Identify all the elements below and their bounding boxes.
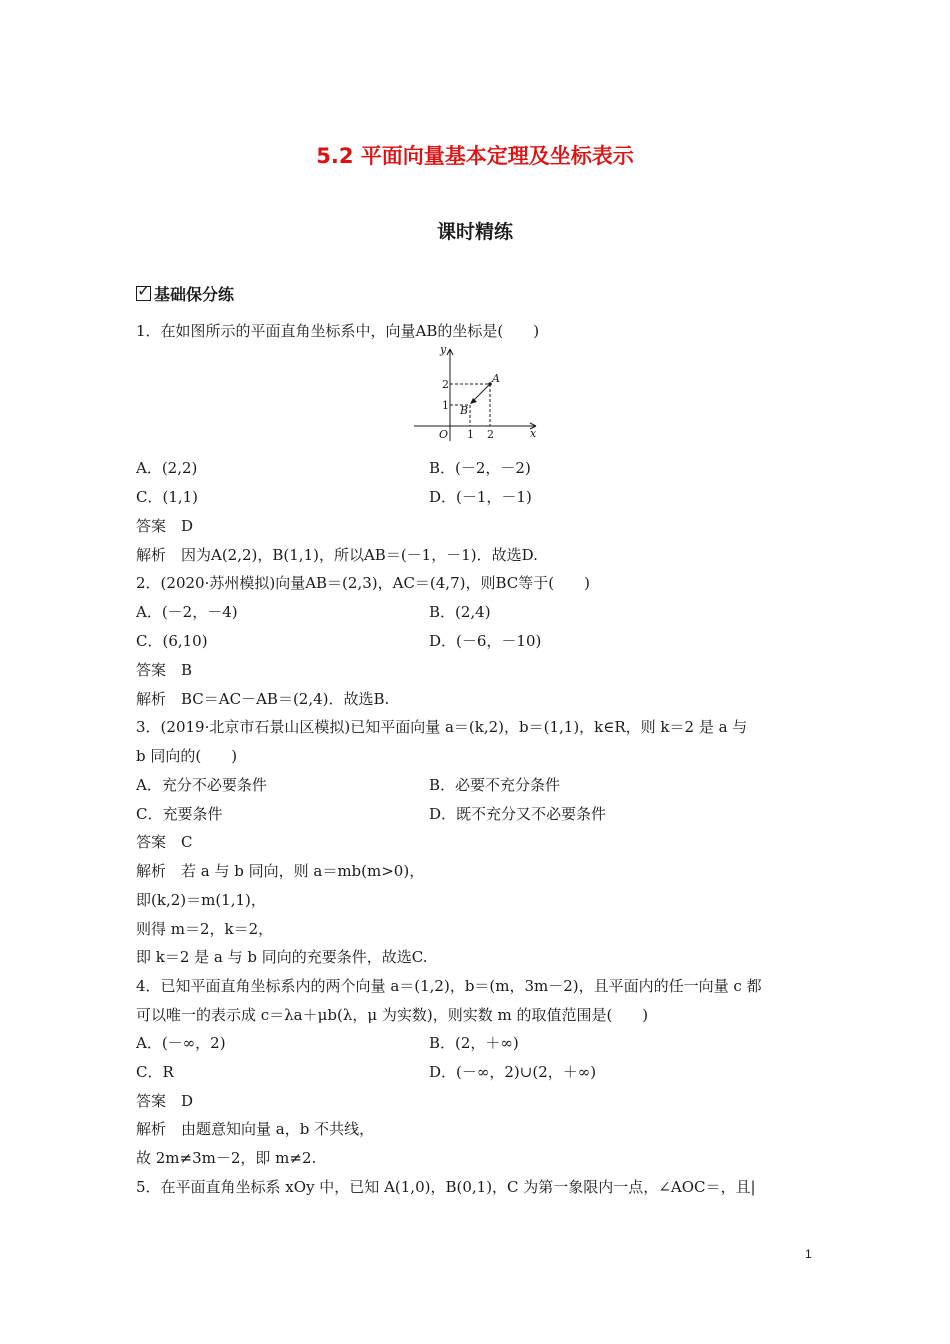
x-tick-2: 2 <box>487 428 494 441</box>
y-label: y <box>440 343 447 356</box>
page-number: 1 <box>805 1247 812 1261</box>
explanation-1: 解析 因为A(2,2)，B(1,1)，所以AB＝(－1，－1)．故选D. <box>136 546 538 564</box>
explanation-3-line2: 即(k,2)＝m(1,1)， <box>136 891 266 909</box>
answer-3: 答案 C <box>136 833 193 851</box>
option-4a: A．(－∞，2) <box>136 1034 226 1052</box>
option-3b: B．必要不充分条件 <box>429 776 561 794</box>
option-2b: B．(2,4) <box>429 603 491 621</box>
y-tick-2: 2 <box>442 378 449 391</box>
vector-arrowhead <box>470 398 477 404</box>
explanation-3-line3: 则得 m＝2，k＝2， <box>136 920 274 938</box>
option-2a: A．(－2，－4) <box>136 603 238 621</box>
question-5: 5．在平面直角坐标系 xOy 中，已知 A(1,0)，B(0,1)，C 为第一象限内一点，∠AOC＝，且| <box>136 1178 756 1196</box>
answer-1: 答案 D <box>136 517 194 535</box>
option-1d: D．(－1，－1) <box>429 488 532 506</box>
page-title: 5.2 平面向量基本定理及坐标表示 <box>316 144 634 168</box>
question-4: 4．已知平面直角坐标系内的两个向量 a＝(1,2)，b＝(m，3m－2)，且平面内的任一向量 c 都 <box>136 977 762 995</box>
option-4b: B．(2，＋∞) <box>429 1034 519 1052</box>
option-4d: D．(－∞，2)∪(2，＋∞) <box>429 1063 597 1081</box>
answer-2: 答案 B <box>136 661 193 679</box>
origin-label: O <box>439 428 449 441</box>
option-1a: A．(2,2) <box>136 459 198 477</box>
option-2d: D．(－6，－10) <box>429 632 542 650</box>
option-4c: C．R <box>136 1063 174 1081</box>
option-3a: A．充分不必要条件 <box>136 776 267 794</box>
point-b-label: B <box>460 404 469 417</box>
option-2c: C．(6,10) <box>136 632 208 650</box>
x-tick-1: 1 <box>467 428 474 441</box>
point-a-label: A <box>492 372 500 385</box>
question-4-cont: 可以唯一的表示成 c＝λa＋μb(λ，μ 为实数)，则实数 m 的取值范围是( ) <box>136 1006 649 1024</box>
option-1c: C．(1,1) <box>136 488 199 506</box>
answer-4: 答案 D <box>136 1092 194 1110</box>
section-label: 基础保分练 <box>154 285 235 304</box>
explanation-3-line4: 即 k＝2 是 a 与 b 同向的充要条件，故选C. <box>136 948 428 966</box>
question-1: 1．在如图所示的平面直角坐标系中，向量AB的坐标是( ) <box>136 322 540 340</box>
y-tick-1: 1 <box>442 399 449 412</box>
option-3d: D．既不充分又不必要条件 <box>429 805 607 823</box>
explanation-3-line1: 解析 若 a 与 b 同向，则 a＝mb(m>0)， <box>136 862 425 880</box>
option-1b: B．(－2，－2) <box>429 459 531 477</box>
explanation-2: 解析 BC＝AC－AB＝(2,4)．故选B. <box>136 690 390 708</box>
page-subtitle: 课时精练 <box>436 221 513 243</box>
checkbox-icon <box>136 286 151 301</box>
explanation-4-line2: 故 2m≠3m－2，即 m≠2. <box>136 1149 317 1167</box>
question-3-cont: b 同向的( ) <box>136 747 238 765</box>
section-heading <box>136 282 234 305</box>
explanation-4-line1: 解析 由题意知向量 a，b 不共线， <box>136 1120 375 1138</box>
coordinate-graph <box>408 341 543 446</box>
option-3c: C．充要条件 <box>136 805 223 823</box>
question-2: 2．(2020·苏州模拟)向量AB＝(2,3)，AC＝(4,7)，则BC等于( ) <box>136 574 590 592</box>
question-3: 3．(2019·北京市石景山区模拟)已知平面向量 a＝(k,2)，b＝(1,1)，k∈R，则 k＝2 是 a 与 <box>136 718 748 736</box>
x-label: x <box>530 427 537 440</box>
